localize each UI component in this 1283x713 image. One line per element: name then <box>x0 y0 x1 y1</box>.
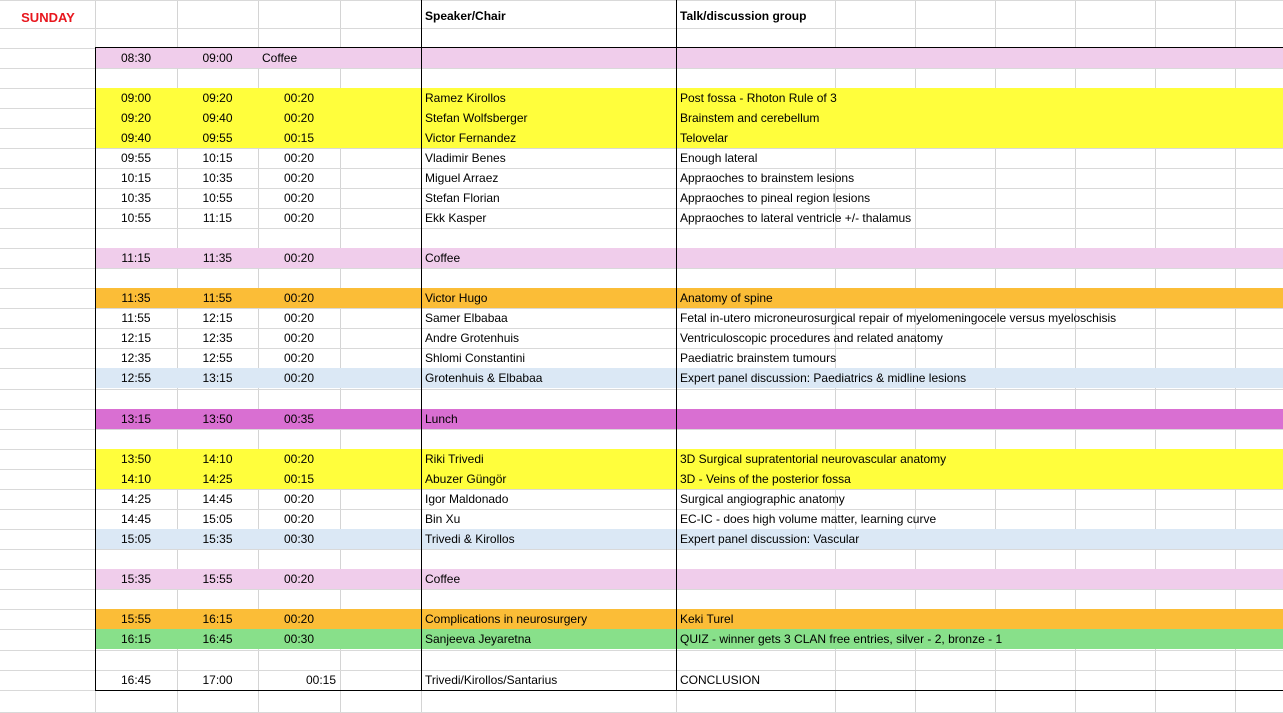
extra-cell[interactable] <box>262 108 340 128</box>
speaker-chair-cell[interactable]: Abuzer Güngör <box>425 472 507 486</box>
schedule-row <box>0 308 1283 328</box>
end-time-cell[interactable]: 09:20 <box>202 91 233 105</box>
duration-cell[interactable]: 00:20 <box>283 211 315 225</box>
talk-cell[interactable]: Ventriculoscopic procedures and related anatomy <box>680 331 943 345</box>
duration-cell[interactable]: 00:20 <box>283 251 315 265</box>
talk-cell[interactable] <box>680 569 1280 589</box>
schedule-row <box>0 609 1283 629</box>
grid-row-line <box>0 650 1283 651</box>
grid-row-line <box>0 0 1283 1</box>
schedule-row <box>0 368 1283 388</box>
duration-cell[interactable]: 00:35 <box>283 412 315 426</box>
start-time-cell[interactable]: 15:35 <box>120 572 152 586</box>
end-time-cell[interactable]: 15:35 <box>202 532 233 546</box>
talk-cell[interactable]: 3D - Veins of the posterior fossa <box>680 472 851 486</box>
table-border-line <box>676 0 677 691</box>
duration-cell[interactable]: 00:15 <box>283 131 315 145</box>
speaker-chair-cell[interactable]: Victor Hugo <box>425 291 488 305</box>
end-time-cell[interactable]: 10:35 <box>202 171 233 185</box>
schedule-row <box>0 48 1283 68</box>
talk-cell[interactable]: CONCLUSION <box>680 673 761 687</box>
schedule-row <box>0 529 1283 549</box>
schedule-row <box>0 248 1283 268</box>
speaker-chair-cell[interactable]: Riki Trivedi <box>425 452 484 466</box>
table-border-line <box>95 690 1283 691</box>
start-time-cell[interactable]: 08:30 <box>120 51 152 65</box>
schedule-row <box>0 88 1283 108</box>
speaker-chair-cell[interactable]: Victor Fernandez <box>425 131 517 145</box>
schedule-row <box>0 328 1283 348</box>
end-time-cell[interactable]: 11:15 <box>202 211 233 225</box>
talk-cell[interactable]: 3D Surgical supratentorial neurovascular anatomy <box>680 452 947 466</box>
duration-cell[interactable]: 00:20 <box>283 311 315 325</box>
start-time-cell[interactable]: 14:10 <box>120 472 152 486</box>
extra-cell[interactable] <box>262 489 340 509</box>
start-time-cell[interactable]: 10:35 <box>120 191 152 205</box>
talk-cell[interactable]: Keki Turel <box>680 612 734 626</box>
end-time-cell[interactable]: 12:55 <box>202 351 233 365</box>
duration-cell[interactable]: 00:20 <box>283 331 315 345</box>
speaker-chair-cell[interactable]: Samer Elbabaa <box>425 311 508 325</box>
speaker-chair-cell[interactable]: Andre Grotenhuis <box>425 331 520 345</box>
grid-row-line <box>0 429 1283 430</box>
duration-cell[interactable]: 00:30 <box>283 632 315 646</box>
talk-cell[interactable]: QUIZ - winner gets 3 CLAN free entries, silver - 2, bronze - 1 <box>680 632 1003 646</box>
talk-cell[interactable] <box>680 248 1280 268</box>
duration-cell[interactable]: 00:20 <box>283 572 315 586</box>
extra-cell[interactable] <box>262 248 340 268</box>
schedule-row <box>0 670 1283 690</box>
end-time-cell[interactable]: 16:45 <box>202 632 233 646</box>
start-time-cell[interactable]: 11:15 <box>121 251 151 265</box>
schedule-row <box>0 449 1283 469</box>
extra-cell[interactable] <box>262 128 340 148</box>
speaker-chair-cell[interactable]: Bin Xu <box>425 512 461 526</box>
talk-cell[interactable] <box>680 409 1280 429</box>
end-time-cell[interactable]: 13:50 <box>202 412 233 426</box>
speaker-chair-cell[interactable]: Lunch <box>425 412 458 426</box>
end-time-cell[interactable]: 09:55 <box>202 131 233 145</box>
duration-cell[interactable]: 00:20 <box>283 111 315 125</box>
duration-cell[interactable]: 00:15 <box>283 472 315 486</box>
speaker-chair-cell[interactable]: Shlomi Constantini <box>425 351 526 365</box>
schedule-row <box>0 569 1283 589</box>
extra-cell[interactable] <box>262 188 340 208</box>
talk-cell[interactable]: Paediatric brainstem tumours <box>680 351 837 365</box>
extra-cell[interactable] <box>262 208 340 228</box>
duration-cell[interactable]: 00:20 <box>283 512 315 526</box>
start-time-cell[interactable]: 09:40 <box>120 131 152 145</box>
talk-cell[interactable] <box>680 48 1280 68</box>
grid-row-line <box>0 268 1283 269</box>
extra-cell[interactable] <box>262 148 340 168</box>
end-time-cell[interactable]: 15:05 <box>202 512 233 526</box>
start-time-cell[interactable]: 10:55 <box>120 211 152 225</box>
start-time-cell[interactable]: 12:55 <box>120 371 152 385</box>
duration-cell[interactable]: 00:20 <box>283 371 315 385</box>
schedule-row <box>0 409 1283 429</box>
start-time-cell[interactable]: 13:15 <box>120 412 152 426</box>
duration-cell[interactable]: 00:20 <box>283 171 315 185</box>
extra-cell[interactable] <box>262 308 340 328</box>
start-time-cell[interactable]: 09:20 <box>120 111 152 125</box>
end-time-cell[interactable]: 11:55 <box>202 291 233 305</box>
schedule-row <box>0 469 1283 489</box>
schedule-row <box>0 168 1283 188</box>
end-time-cell[interactable]: 12:35 <box>202 331 233 345</box>
end-time-cell[interactable]: 14:25 <box>202 472 233 486</box>
start-time-cell[interactable]: 16:45 <box>120 673 152 687</box>
duration-cell[interactable]: 00:20 <box>283 492 315 506</box>
header-speaker-chair[interactable]: Speaker/Chair <box>425 9 506 23</box>
talk-cell[interactable]: Expert panel discussion: Paediatrics & midline lesions <box>680 371 967 385</box>
end-time-cell[interactable]: 14:45 <box>202 492 233 506</box>
extra-cell[interactable] <box>262 368 340 388</box>
end-time-cell[interactable]: 09:40 <box>202 111 233 125</box>
grid-row-line <box>0 389 1283 390</box>
duration-cell[interactable]: 00:20 <box>283 612 315 626</box>
end-time-cell[interactable]: 09:00 <box>202 51 233 65</box>
extra-cell[interactable] <box>262 348 340 368</box>
talk-cell[interactable]: Surgical angiographic anatomy <box>680 492 845 506</box>
schedule-row <box>0 128 1283 148</box>
schedule-row <box>0 188 1283 208</box>
talk-cell[interactable]: Post fossa - Rhoton Rule of 3 <box>680 91 837 105</box>
talk-cell[interactable]: Telovelar <box>680 131 729 145</box>
start-time-cell[interactable]: 15:05 <box>120 532 152 546</box>
extra-cell[interactable] <box>262 168 340 188</box>
speaker-chair-cell[interactable]: Complications in neurosurgery <box>425 612 588 626</box>
start-time-cell[interactable]: 14:25 <box>120 492 152 506</box>
talk-cell[interactable]: Appraoches to brainstem lesions <box>680 171 855 185</box>
duration-cell[interactable]: 00:20 <box>283 351 315 365</box>
talk-cell[interactable]: Anatomy of spine <box>680 291 773 305</box>
talk-cell[interactable]: Expert panel discussion: Vascular <box>680 532 860 546</box>
extra-cell[interactable] <box>262 609 340 629</box>
duration-cell[interactable]: 00:20 <box>283 151 315 165</box>
schedule-row <box>0 629 1283 649</box>
start-time-cell[interactable]: 16:15 <box>120 632 152 646</box>
start-time-cell[interactable]: 12:35 <box>120 351 152 365</box>
speaker-chair-cell[interactable]: Sanjeeva Jeyaretna <box>425 632 532 646</box>
schedule-row <box>0 148 1283 168</box>
end-time-cell[interactable]: 10:55 <box>202 191 233 205</box>
duration-cell[interactable]: 00:30 <box>283 532 315 546</box>
extra-cell[interactable] <box>262 288 340 308</box>
speaker-chair-cell[interactable]: Ekk Kasper <box>425 211 487 225</box>
start-time-cell[interactable]: 11:35 <box>121 291 151 305</box>
speaker-chair-cell[interactable]: Stefan Florian <box>425 191 500 205</box>
duration-cell[interactable]: 00:20 <box>283 91 315 105</box>
schedule-row <box>0 108 1283 128</box>
start-time-cell[interactable]: 15:55 <box>120 612 152 626</box>
speaker-chair-cell[interactable]: Coffee <box>425 251 461 265</box>
speaker-chair-cell[interactable]: Igor Maldonado <box>425 492 509 506</box>
end-time-cell[interactable]: 16:15 <box>202 612 233 626</box>
grid-row-line <box>0 28 1283 29</box>
extra-cell[interactable] <box>262 409 340 429</box>
end-time-cell[interactable]: 11:35 <box>202 251 233 265</box>
grid-row-line <box>0 68 1283 69</box>
speaker-chair-cell[interactable]: Grotenhuis & Elbabaa <box>425 371 543 385</box>
talk-cell[interactable]: Fetal in-utero microneurosurgical repair of myelomeningocele versus myeloschisis <box>680 311 1117 325</box>
extra-cell[interactable] <box>262 569 340 589</box>
duration-cell[interactable]: 00:20 <box>283 452 315 466</box>
end-time-cell[interactable]: 15:55 <box>202 572 233 586</box>
extra-cell[interactable] <box>262 629 340 649</box>
end-time-cell[interactable]: 17:00 <box>202 673 233 687</box>
start-time-cell[interactable]: 11:55 <box>121 311 151 325</box>
talk-cell[interactable]: Enough lateral <box>680 151 758 165</box>
extra-cell[interactable] <box>262 328 340 348</box>
speaker-chair-cell[interactable] <box>425 48 675 68</box>
start-time-cell[interactable]: 09:00 <box>120 91 152 105</box>
duration-cell[interactable]: 00:15 <box>305 673 336 687</box>
end-time-cell[interactable]: 13:15 <box>202 371 233 385</box>
extra-cell[interactable] <box>262 469 340 489</box>
extra-cell[interactable] <box>262 509 340 529</box>
grid-row-line <box>0 228 1283 229</box>
talk-cell[interactable]: EC-IC - does high volume matter, learning curve <box>680 512 937 526</box>
extra-cell[interactable] <box>262 88 340 108</box>
start-time-cell[interactable]: 10:15 <box>120 171 152 185</box>
duration-cell[interactable]: 00:20 <box>283 191 315 205</box>
end-time-cell[interactable]: 14:10 <box>202 452 233 466</box>
schedule-row <box>0 288 1283 308</box>
talk-cell[interactable]: Appraoches to pineal region lesions <box>680 191 871 205</box>
schedule-row <box>0 509 1283 529</box>
speaker-chair-cell[interactable]: Trivedi/Kirollos/Santarius <box>425 673 558 687</box>
grid-row-line <box>0 549 1283 550</box>
speaker-chair-cell[interactable]: Miguel Arraez <box>425 171 499 185</box>
talk-cell[interactable]: Brainstem and cerebellum <box>680 111 820 125</box>
end-time-cell[interactable]: 12:15 <box>202 311 233 325</box>
extra-cell[interactable] <box>262 670 340 690</box>
start-time-cell[interactable]: 09:55 <box>120 151 152 165</box>
schedule-row <box>0 348 1283 368</box>
speaker-chair-cell[interactable]: Vladimir Benes <box>425 151 506 165</box>
table-border-line <box>95 47 1283 48</box>
header-talk-discussion[interactable]: Talk/discussion group <box>680 9 807 23</box>
talk-cell[interactable]: Appraoches to lateral ventricle +/- thalamus <box>680 211 912 225</box>
schedule-row <box>0 489 1283 509</box>
day-title[interactable]: SUNDAY <box>21 10 75 25</box>
extra-cell[interactable] <box>262 529 340 549</box>
start-time-cell[interactable]: 12:15 <box>120 331 152 345</box>
speaker-chair-cell[interactable]: Stefan Wolfsberger <box>425 111 528 125</box>
speaker-chair-cell[interactable]: Trivedi & Kirollos <box>425 532 515 546</box>
start-time-cell[interactable]: 13:50 <box>120 452 152 466</box>
start-time-cell[interactable]: 14:45 <box>120 512 152 526</box>
schedule-row <box>0 208 1283 228</box>
grid-row-line <box>0 589 1283 590</box>
speaker-chair-cell[interactable]: Coffee <box>425 572 461 586</box>
duration-cell[interactable]: 00:20 <box>283 291 315 305</box>
speaker-chair-cell[interactable]: Ramez Kirollos <box>425 91 506 105</box>
extra-cell[interactable]: Coffee <box>262 51 298 65</box>
table-border-line <box>95 47 96 691</box>
table-border-line <box>421 0 422 691</box>
end-time-cell[interactable]: 10:15 <box>202 151 233 165</box>
extra-cell[interactable] <box>262 449 340 469</box>
